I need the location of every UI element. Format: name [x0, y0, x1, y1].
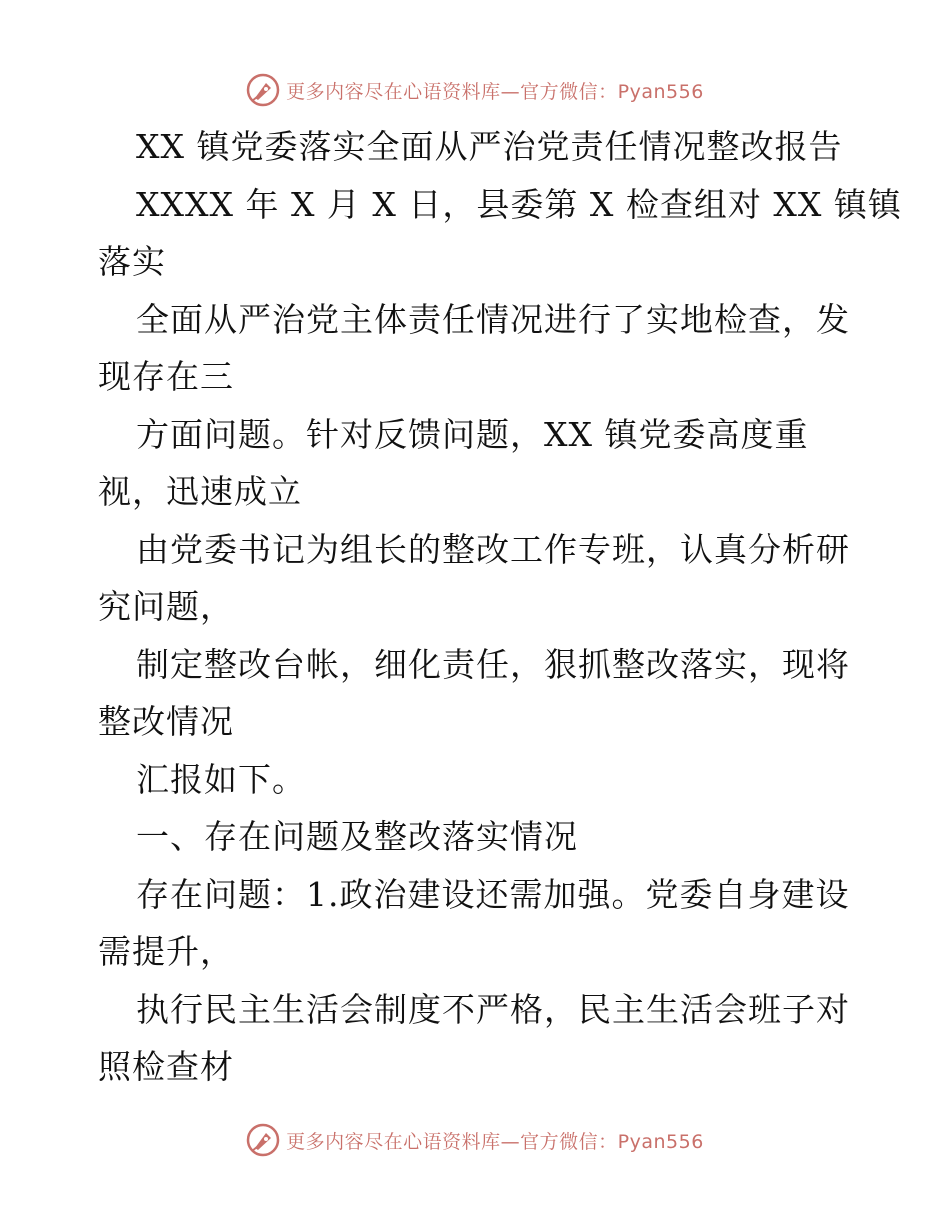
watermark-footer: [0, 1120, 950, 1160]
document-title: XX 镇党委落实全面从严治党责任情况整改报告: [136, 127, 843, 166]
paragraph-line: 整改情况: [98, 702, 234, 741]
paragraph-line: 汇报如下。: [136, 759, 306, 799]
paragraph-line: 制定整改台帐，细化责任，狠抓整改落实，现将: [136, 644, 850, 684]
paragraph-line: XXXX 年 X 月 X 日，县委第 X 检查组对 XX 镇镇: [136, 184, 902, 224]
paragraph-line: 落实: [98, 242, 166, 281]
watermark-header: [0, 70, 950, 110]
watermark-text: 更多内容尽在心语资料库—官方微信：Pyan556: [286, 80, 704, 103]
watermark-text: 更多内容尽在心语资料库—官方微信：Pyan556: [286, 1130, 704, 1153]
paragraph-line: 现存在三: [98, 357, 234, 396]
pen-nib-logo-icon: [246, 1123, 280, 1157]
paragraph-line: 全面从严治党主体责任情况进行了实地检查，发: [136, 299, 850, 339]
paragraph-line: 照检查材: [98, 1047, 234, 1086]
paragraph-line: 存在问题：1.政治建设还需加强。党委自身建设: [136, 874, 850, 914]
document-body: [98, 118, 902, 1096]
paragraph-line: 由党委书记为组长的整改工作专班，认真分析研: [136, 529, 850, 569]
paragraph-line: 视，迅速成立: [98, 472, 302, 511]
paragraph-line: 需提升，: [98, 932, 234, 971]
paragraph-line: 执行民主生活会制度不严格，民主生活会班子对: [136, 989, 850, 1029]
section-heading: 一、存在问题及整改落实情况: [136, 817, 578, 856]
pen-nib-logo-icon: [246, 73, 280, 107]
paragraph-line: 究问题，: [98, 587, 234, 626]
paragraph-line: 方面问题。针对反馈问题，XX 镇党委高度重: [136, 414, 809, 454]
